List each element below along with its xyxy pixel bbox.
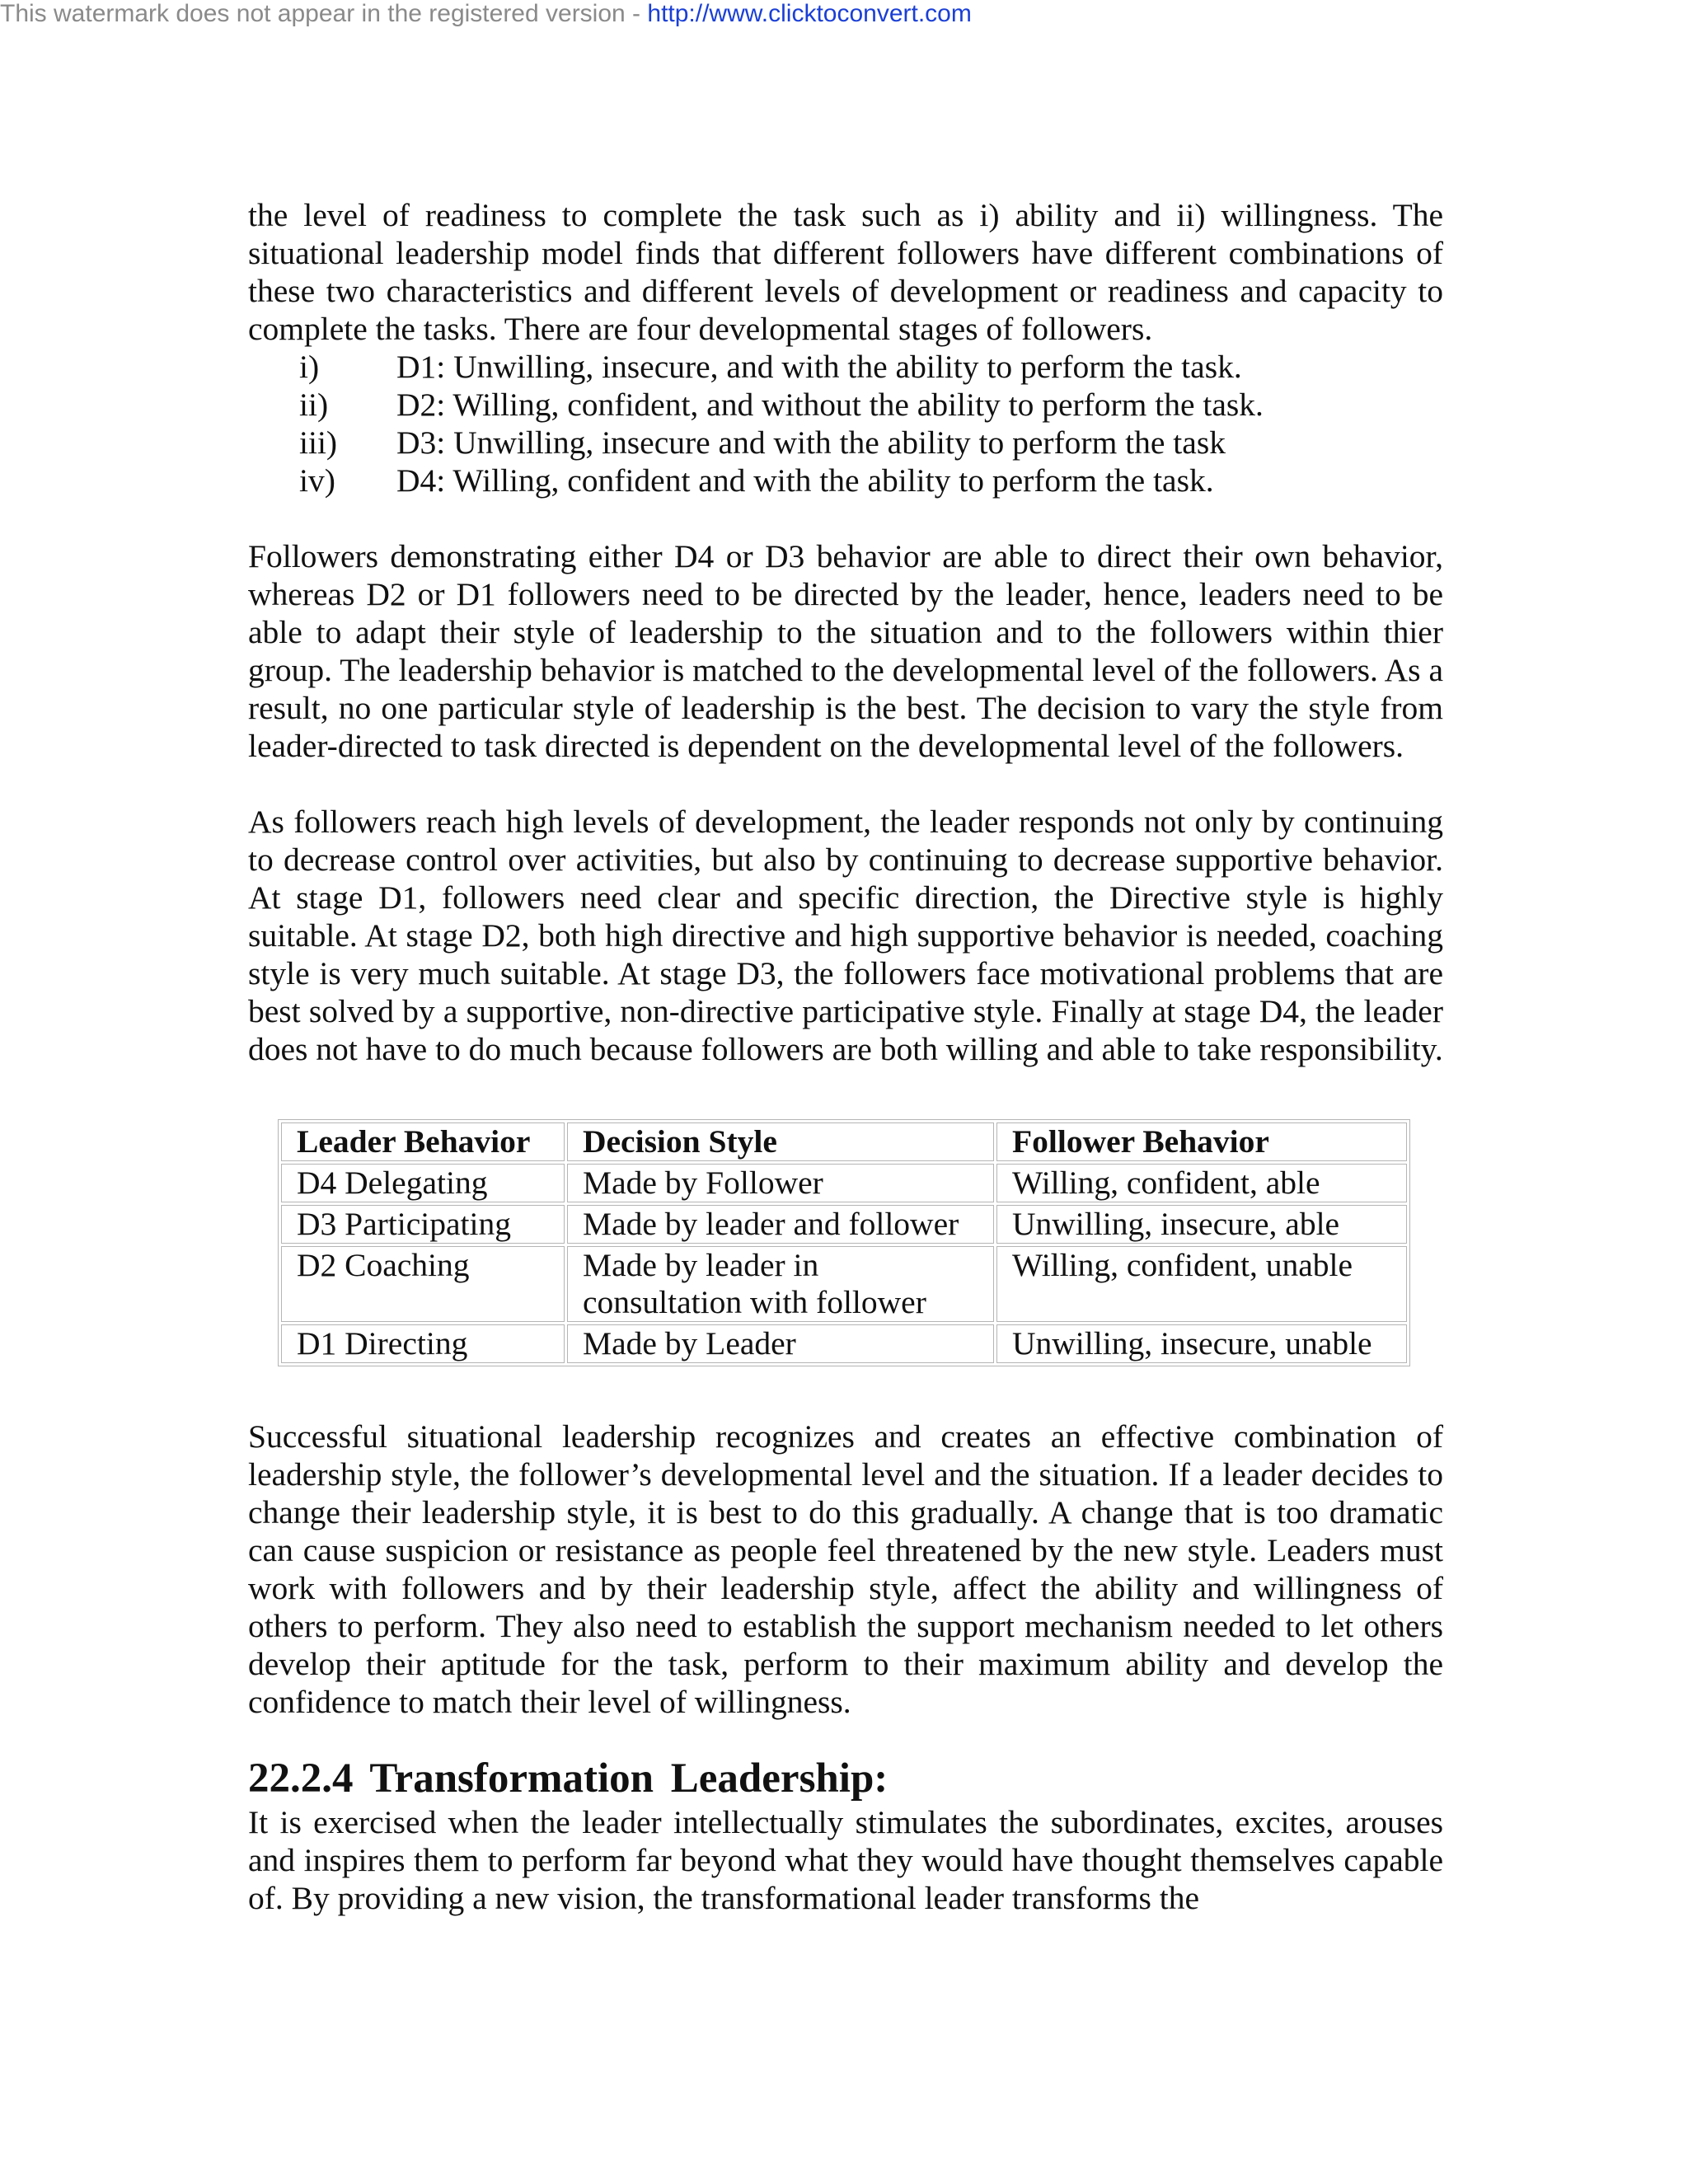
table-header-row [281,1122,1407,1161]
list-item-number: iii) [299,424,338,461]
table-cell: Made by leader in consultation with follower [567,1246,994,1322]
watermark-link[interactable]: http://www.clicktoconvert.com [647,0,972,27]
table-cell: Unwilling, insecure, able [996,1205,1407,1244]
list-item [248,348,1443,386]
document-body [248,196,1443,1917]
paragraph-spacer [248,1366,1443,1418]
list-item [248,386,1443,424]
table-header-cell: Follower Behavior [996,1122,1407,1161]
paragraph-successful-leadership: Successful situational leadership recognizes and creates an effective combination of leadership style, the follower’s developmental level and the situation. If a leader decides to change their leadership style, it is best to do this gradually. A change that is too dramatic can cause suspicion or resistance as people feel threatened by the new style. Leaders must work with followers and by their leadership style, affect the ability and willingness of others to perform. They also need to establish the support mechanism needed to let others develop their aptitude for the task, perform to their maximum ability and develop the confidence to match their level of willingness. [248,1418,1443,1720]
list-item-text: D4: Willing, confident and with the ability to perform the task. [396,462,1214,499]
table-header-cell: Decision Style [567,1122,994,1161]
table-cell: D4 Delegating [281,1164,565,1202]
table-row [281,1324,1407,1363]
table-cell: D1 Directing [281,1324,565,1363]
list-item-text: D2: Willing, confident, and without the ability to perform the task. [396,387,1264,423]
table-cell: D2 Coaching [281,1246,565,1322]
watermark-text: This watermark does not appear in the registered version - [0,0,648,27]
table-row [281,1246,1407,1322]
intro-paragraph: the level of readiness to complete the task such as i) ability and ii) willingness. The situational leadership model finds that different followers have different combinations of these two characteristics and different levels of development or readiness and capacity to complete the tasks. There are four developmental stages of followers. [248,197,1443,347]
watermark [0,0,972,28]
leadership-table [278,1119,1410,1366]
table-cell: Willing, confident, able [996,1164,1407,1202]
table-cell: D3 Participating [281,1205,565,1244]
developmental-stages-list [248,348,1443,499]
list-item [248,462,1443,499]
paragraph-spacer [248,1068,1443,1119]
table-cell: Made by leader and follower [567,1205,994,1244]
table-header-cell: Leader Behavior [281,1122,565,1161]
table-row [281,1164,1407,1202]
paragraph-development-stages: As followers reach high levels of development, the leader responds not only by continuing to decrease control over activities, but also by continuing to decrease supportive behavior. At stage D1, followers need clear and specific direction, the Directive style is highly suitable. At stage D2, both high directive and high supportive behavior is needed, coaching style is very much suitable. At stage D3, the followers face motivational problems that are best solved by a supportive, non-directive participative style. Finally at stage D4, the leader does not have to do much because followers are both willing and able to take responsibility. [248,804,1443,1067]
list-item-number: i) [299,349,320,385]
paragraph-spacer [248,1721,1443,1754]
list-item [248,424,1443,462]
section-heading: 22.2.4 Transformation Leadership: [248,1755,889,1802]
list-item-text: D3: Unwilling, insecure and with the ability to perform the task [396,424,1226,461]
list-item-text: D1: Unwilling, insecure, and with the ability to perform the task. [396,349,1242,385]
table-cell: Made by Follower [567,1164,994,1202]
table-cell: Unwilling, insecure, unable [996,1324,1407,1363]
paragraph-spacer [248,765,1443,803]
table-row [281,1205,1407,1244]
paragraph-followers-directing: Followers demonstrating either D4 or D3 behavior are able to direct their own behavior, whereas D2 or D1 followers need to be directed by the leader, hence, leaders need to be able to adapt their style of leadership to the situation and to the followers within thier group. The leadership behavior is matched to the developmental level of the followers. As a result, no one particular style of leadership is the best. The decision to vary the style from leader-directed to task directed is dependent on the developmental level of the followers. [248,538,1443,764]
paragraph-spacer [248,499,1443,537]
list-item-number: ii) [299,387,329,423]
table-cell: Willing, confident, unable [996,1246,1407,1322]
paragraph-transformation: It is exercised when the leader intellectually stimulates the subordinates, excites, arouses and inspires them to perform far beyond what they would have thought themselves capable of. By providing a new vision, the transformational leader transforms the [248,1804,1443,1916]
table-cell: Made by Leader [567,1324,994,1363]
list-item-number: iv) [299,462,335,499]
